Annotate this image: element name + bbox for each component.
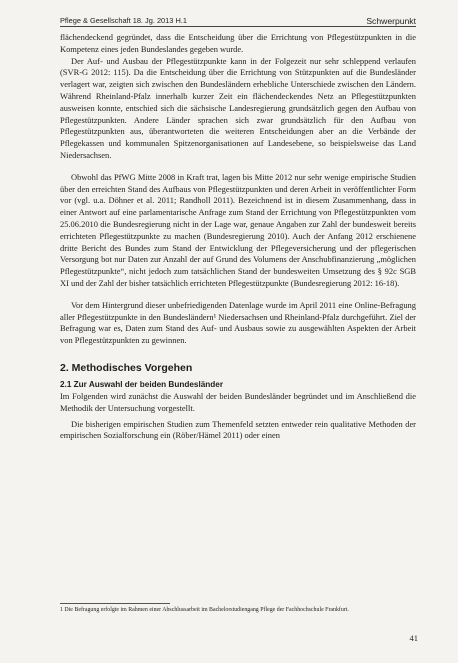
paragraph-2: Der Auf- und Ausbau der Pflegestützpunkte kann in der Folgezeit nur sehr schleppend verlaufen (SVR-G 2012: 115). Da die Entscheidung über die Errichtung von Stützpunkten auf die Bundesländer verlagert war, zeigten sich zwischen den Bundesländern erhebliche Unterschiede zwischen den Ländern. Während Rheinland-Pfalz innerhalb kurzer Zeit ein flächendeckendes Netz an Pflegestützpunkten ausweisen konnte, entschied sich die sächsische Landesregierung grundsätzlich gegen den Aufbau von Pflegestützpunkten. Andere Länder sprachen sich zwar grundsätzlich für den Aufbau von Pflegestützpunkten aus, überantworteten die weiteren Entscheidungen aber an die Verbände der Pflegekassen und kommunalen Spitzenorganisationen auf Landesebene, so beispielsweise das Land Niedersachsen. [60, 55, 416, 160]
section-heading: 2. Methodisches Vorgehen [60, 361, 193, 374]
running-header [60, 12, 416, 27]
paragraph-1: flächendeckend gegründet, dass die Entscheidung über die Errichtung von Pflegestützpunkten in die Kompetenz eines jeden Bundeslandes gegeben wurde. [60, 32, 416, 54]
body-text [60, 32, 416, 442]
paragraph-3: Obwohl das PfWG Mitte 2008 in Kraft trat, lagen bis Mitte 2012 nur sehr wenige empirische Studien über den erreichten Stand des Aufbaus von Pflegestützpunkten und deren Arbeit in veröffentlichter Form vor (vgl. u.a. Döhner et al. 2011; Randholl 2011). Bezeichnend ist in diesem Zusammenhang, dass in einer Antwort auf eine parlamentarische Anfrage zum Stand der Errichtung von Pflegestützpunkten vom 25.06.2010 die Bundesregierung nicht in der Lage war, genaue Angaben zur Zahl der bundesweit bereits errichteten Pflegestützpunkte zu machen (Bundesregierung 2010). Auch der Anfang 2012 erschienene dritte Bericht des Bundes zum Stand der Entwicklung der Pflegeversicherung und der pflegerischen Versorgung bot nur Daten zur Anzahl der auf Grund des Volumens der Anschubfinanzierung „möglichen Pflegestützpunkte“, nicht jedoch zum tatsächlichen Stand der bundesweiten Umsetzung des § 92c SGB XI und der Zahl der bisher tatsächlich errichteten Pflegestützpunkte (Bundesregierung 2012: 16-18). [60, 171, 416, 288]
paragraph-5: Im Folgenden wird zunächst die Auswahl der beiden Bundesländer begründet und im Anschließend die Methodik der Untersuchung vorgestellt. [60, 390, 416, 413]
page-number: 41 [409, 633, 418, 643]
paragraph-6: Die bisherigen empirischen Studien zum Themenfeld setzten entweder rein qualitative Methoden der empirischen Sozialforschung ein (Röber/Hämel 2011) oder einen [60, 418, 416, 441]
section-label: Schwerpunkt [366, 16, 416, 26]
footnote: 1 Die Befragung erfolgte im Rahmen einer Abschlussarbeit im Bachelorstudiengang Pflege der Fachhochschule Frankfurt. [60, 607, 349, 613]
footnote-rule [60, 603, 170, 604]
subsection-heading: 2.1 Zur Auswahl der beiden Bundesländer [60, 379, 224, 389]
paragraph-4: Vor dem Hintergrund dieser unbefriedigenden Datenlage wurde im April 2011 eine Online-Befragung aller Pflegestützpunkte in den Bundesländern¹ Niedersachsen und Rheinland-Pfalz durchgeführt. Ziel der Befragung war es, Daten zum Stand des Auf- und Ausbaus sowie zu ausgewählten Aspekten der Arbeit von Pflegestützpunkten zu gewinnen. [60, 299, 416, 346]
journal-title: Pflege & Gesellschaft 18. Jg. 2013 H.1 [60, 16, 187, 25]
